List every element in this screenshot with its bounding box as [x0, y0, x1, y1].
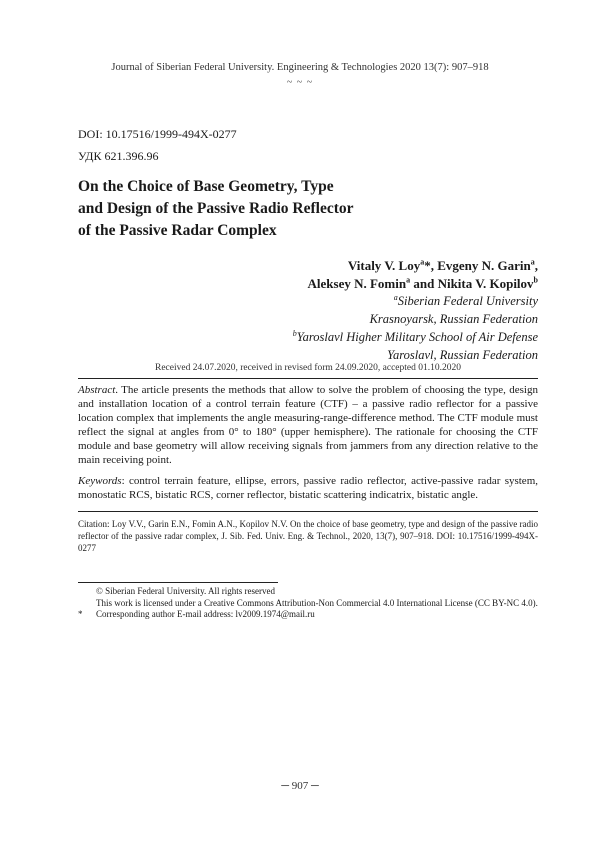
affil-a-name: Siberian Federal University: [397, 294, 538, 308]
abstract: [78, 383, 538, 467]
footnote-rule: [78, 582, 278, 583]
affil-b-mark: b: [292, 328, 297, 338]
udk-code: УДК 621.396.96: [78, 149, 159, 163]
author-separator: ,: [534, 258, 538, 273]
author-loy-affil: a: [420, 257, 425, 267]
author-garin-affil: a: [530, 257, 535, 267]
footnote-copyright: © Siberian Federal University. All rights reserved: [96, 586, 275, 596]
author-garin: Evgeny N. Garin: [437, 258, 531, 273]
author-kopilov-affil: b: [533, 275, 538, 285]
author-and: and: [410, 276, 438, 291]
paper-title: [78, 176, 498, 242]
affil-a-mark: a: [393, 292, 398, 302]
abstract-text: . The article presents the methods that allow to solve the problem of choosing the type, design and installation location of a control terrain feature (CTF) – a passive radio reflector for a passive location complex that implements the angle measuring-range-difference method. The CTF module must reflect the signal at angles from 0° to 180° (upper hemisphere). The rationale for choosing the CTF module and base geometry will allow receiving signals from jammers from any direction relative to the main receiving point.: [78, 384, 538, 466]
footnote-star: *: [78, 609, 83, 619]
author-kopilov: Nikita V. Kopilov: [437, 276, 534, 291]
received-dates: Received 24.07.2020, received in revised form 24.09.2020, accepted 01.10.2020: [154, 363, 462, 373]
abstract-top-rule: [78, 378, 538, 379]
keywords-text: : control terrain feature, ellipse, errors, passive radio reflector, active-passive radar system, monostatic RCS, bistatic RCS, corner reflector, bistatic scattering indicatrix, bistatic angle.: [78, 475, 538, 501]
title-line-1: On the Choice of Base Geometry, Type: [78, 178, 334, 195]
affil-b-name: Yaroslavl Higher Military School of Air Defense: [296, 330, 538, 344]
footnote-corresponding: [78, 609, 558, 621]
doi[interactable]: DOI: 10.17516/1999-494X-0277: [78, 127, 237, 141]
affil-b-line-2: Yaroslavl, Russian Federation: [387, 348, 538, 362]
keywords-label: Keywords: [78, 475, 122, 487]
affil-b-line-1: [158, 328, 538, 346]
affiliations: [158, 292, 538, 364]
authors-line-1: [158, 257, 538, 275]
abstract-label: Abstract: [78, 384, 116, 396]
author-loy-star: *,: [424, 258, 438, 273]
authors: [158, 257, 538, 293]
citation-top-rule: [78, 511, 538, 512]
page-number: ─ 907 ─: [281, 780, 319, 792]
author-fomin-affil: a: [406, 275, 411, 285]
title-line-2: and Design of the Passive Radio Reflector: [78, 200, 354, 217]
affil-a-line-2: Krasnoyarsk, Russian Federation: [369, 312, 538, 326]
title-line-3: of the Passive Radar Complex: [78, 222, 277, 239]
journal-header: Journal of Siberian Federal University. Engineering & Technologies 2020 13(7): 907–918: [111, 62, 489, 73]
header-ornament: ~ ~ ~: [286, 77, 314, 88]
corresponding-email[interactable]: Corresponding author E-mail address: lv2009.1974@mail.ru: [96, 609, 315, 619]
footnote-license: This work is licensed under a Creative Commons Attribution-Non Commercial 4.0 International License (CC BY-NC 4.0).: [96, 597, 538, 608]
keywords: [78, 474, 538, 502]
affil-a-line-1: [158, 292, 538, 310]
author-fomin: Aleksey N. Fomin: [307, 276, 407, 291]
author-loy: Vitaly V. Loy: [347, 258, 421, 273]
footnotes: [78, 586, 558, 621]
citation: Citation: Loy V.V., Garin E.N., Fomin A.N., Kopilov N.V. On the choice of base geometry, type and design of the passive radio reflector of the passive radar complex, J. Sib. Fed. Univ. Eng. & Technol., 2020, 13(7), 907–918. DOI: 10.17516/1999-494X-0277: [78, 519, 538, 553]
authors-line-2: [158, 275, 538, 293]
